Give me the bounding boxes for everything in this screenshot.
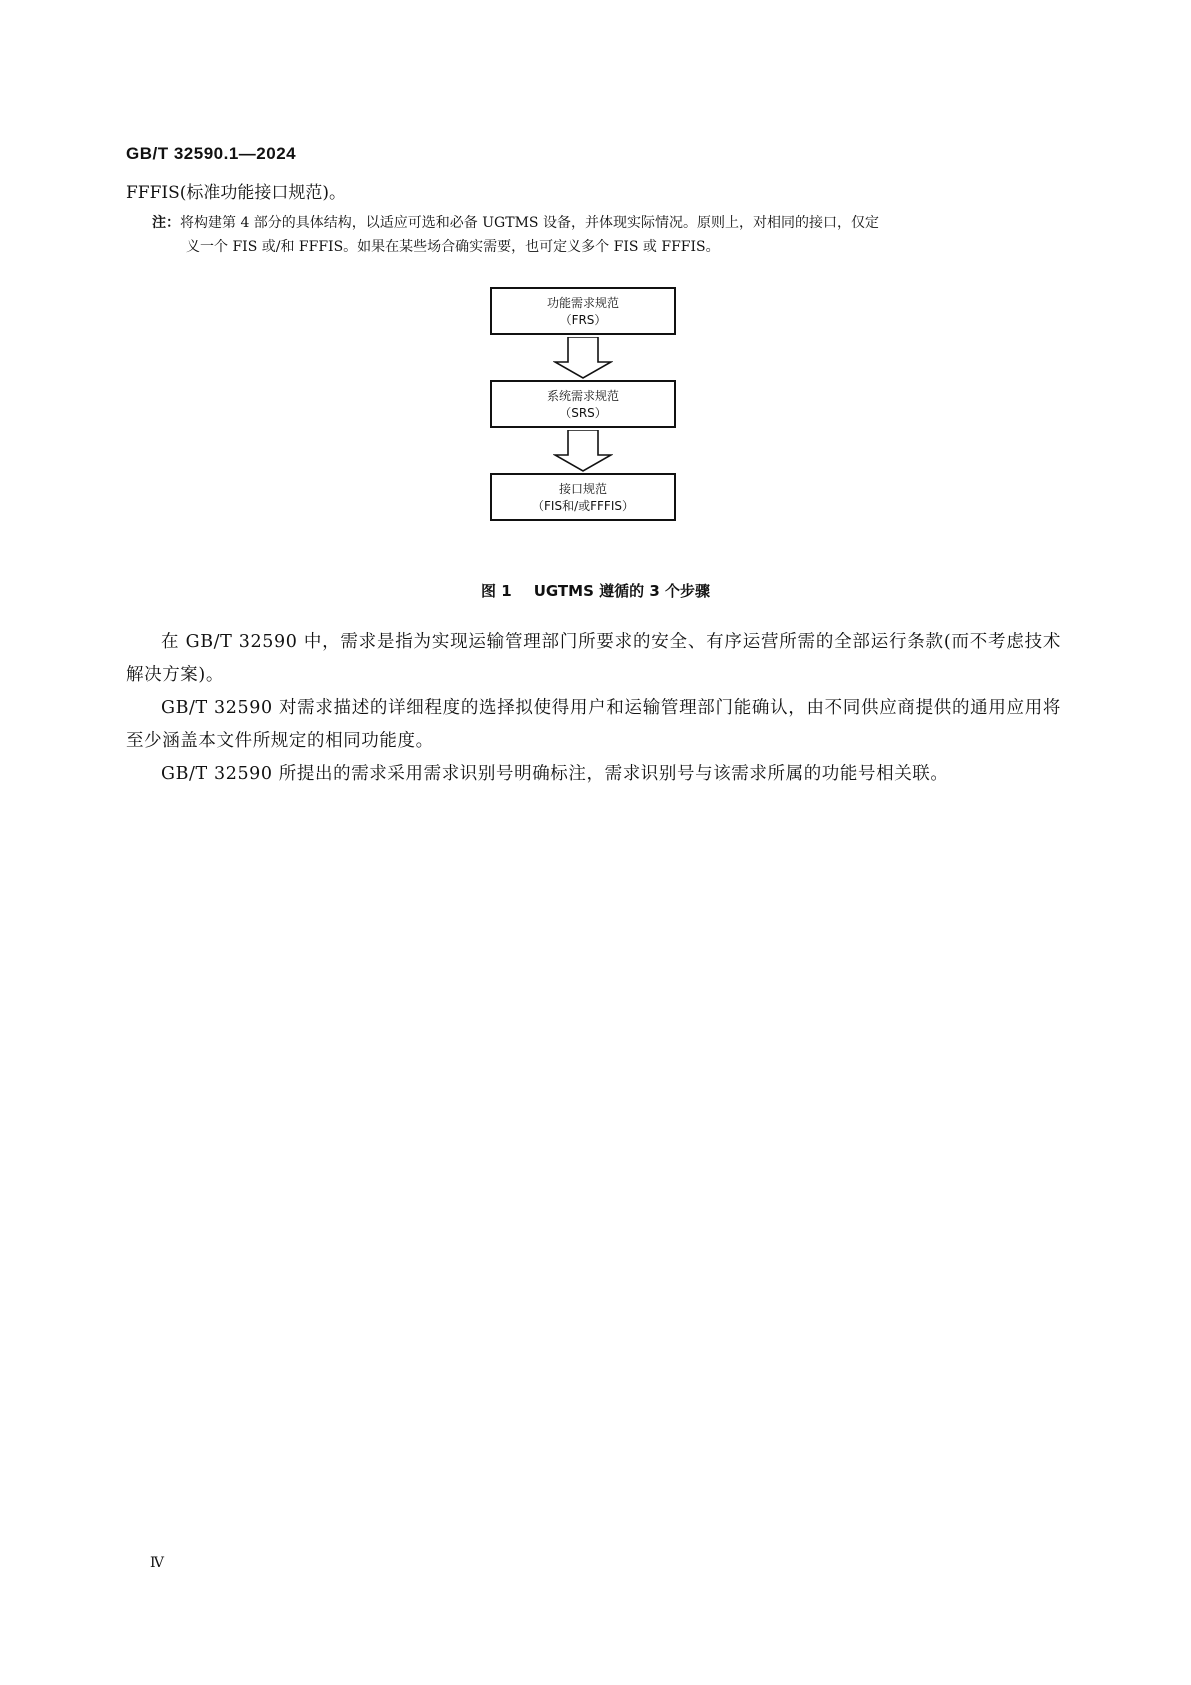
frs-subtitle: （FRS） (559, 313, 607, 327)
note-label: 注： (152, 215, 180, 231)
down-arrow-icon (553, 430, 613, 473)
fis-subtitle: （FIS和/或FFFIS） (532, 499, 634, 513)
note-text-1: 将构建第 4 部分的具体结构，以适应可选和必备 UGTMS 设备，并体现实际情况。原则上，对相同的接口，仅定 (180, 215, 879, 231)
frs-title: 功能需求规范 (546, 296, 619, 310)
down-arrow-icon (553, 337, 613, 380)
paragraph-2: GB/T 32590 对需求描述的详细程度的选择拟使得用户和运输管理部门能确认，由不同供应商提供的通用应用将至少涵盖本文件所规定的相同功能度。 (126, 698, 1061, 751)
srs-box (490, 380, 676, 428)
frs-box (490, 287, 676, 335)
figure-number: 图 1 (481, 582, 512, 600)
note-line-2: 义一个 FIS 或/和 FFFIS。如果在某些场合确实需要，也可定义多个 FIS 或 FFFIS。 (186, 239, 720, 255)
note-line-1 (152, 213, 879, 233)
page-number: Ⅳ (150, 1555, 164, 1571)
figure-caption (0, 580, 1191, 601)
srs-title: 系统需求规范 (546, 389, 619, 403)
process-flow-diagram (490, 287, 680, 537)
paragraph-3: GB/T 32590 所提出的需求采用需求识别号明确标注，需求识别号与该需求所属的功能号相关联。 (161, 764, 949, 784)
fis-box (490, 473, 676, 521)
figure-title: UGTMS 遵循的 3 个步骤 (533, 582, 710, 600)
standard-number: GB/T 32590.1—2024 (126, 144, 297, 163)
intro-line: FFFIS(标准功能接口规范)。 (126, 183, 347, 203)
paragraph-1: 在 GB/T 32590 中，需求是指为实现运输管理部门所要求的安全、有序运营所需的全部运行条款(而不考虑技术解决方案)。 (126, 632, 1061, 685)
srs-subtitle: （SRS） (559, 406, 607, 420)
fis-title: 接口规范 (558, 482, 607, 496)
